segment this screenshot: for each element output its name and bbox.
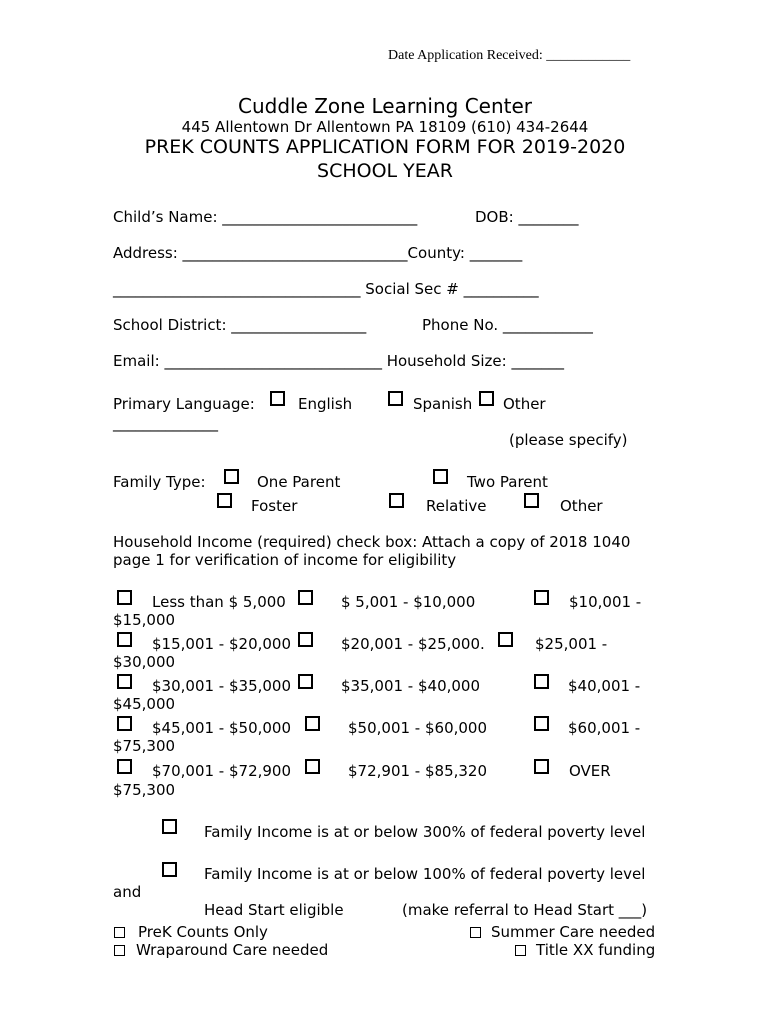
english-checkbox[interactable]	[270, 391, 285, 406]
date-received-label: Date Application Received: ____________	[388, 48, 631, 63]
other-language-blank[interactable]: ______________	[113, 414, 218, 432]
income-option-label: $40,001 -	[568, 677, 641, 695]
form-title-line2: SCHOOL YEAR	[317, 160, 453, 182]
income-option-wrap: $45,000	[113, 695, 176, 713]
childs-name-field[interactable]: Child’s Name: __________________________	[113, 208, 418, 226]
income-option-label: $10,001 -	[569, 593, 642, 611]
income-option-label: $25,001 -	[535, 635, 608, 653]
income-option-label: $15,001 - $20,000	[152, 635, 292, 653]
relative-label: Relative	[426, 497, 487, 515]
income-option-label: $45,001 - $50,000	[152, 719, 292, 737]
prek-only-label: PreK Counts Only	[138, 923, 268, 941]
address-cont-ssn-field[interactable]: _________________________________ Social Sec # __________	[113, 280, 539, 298]
wraparound-checkbox[interactable]	[114, 945, 125, 956]
income-checkbox[interactable]	[117, 674, 132, 689]
income-checkbox[interactable]	[117, 716, 132, 731]
income-option-label: OVER	[569, 762, 611, 780]
income-option-wrap: $75,300	[113, 781, 176, 799]
income-checkbox[interactable]	[534, 759, 549, 774]
income-instructions-line1: Household Income (required) check box: Attach a copy of 2018 1040	[113, 533, 631, 551]
address-county-field[interactable]: Address: ______________________________County: _______	[113, 244, 523, 262]
head-start-referral[interactable]: (make referral to Head Start ___)	[402, 901, 648, 919]
income-option-wrap: $30,000	[113, 653, 176, 671]
other-language-label: Other	[503, 395, 546, 413]
relative-checkbox[interactable]	[389, 493, 404, 508]
income-checkbox[interactable]	[534, 716, 549, 731]
two-parent-checkbox[interactable]	[433, 469, 448, 484]
title-xx-checkbox[interactable]	[515, 945, 526, 956]
foster-checkbox[interactable]	[217, 493, 232, 508]
poverty-100-checkbox[interactable]	[162, 862, 177, 877]
income-instructions-line2: page 1 for verification of income for eligibility	[113, 551, 457, 569]
other-family-checkbox[interactable]	[524, 493, 539, 508]
income-checkbox[interactable]	[117, 759, 132, 774]
income-checkbox[interactable]	[298, 674, 313, 689]
income-option-wrap: $15,000	[113, 611, 176, 629]
poverty-300-checkbox[interactable]	[162, 819, 177, 834]
income-checkbox[interactable]	[305, 716, 320, 731]
spanish-checkbox[interactable]	[388, 391, 403, 406]
other-language-checkbox[interactable]	[479, 391, 494, 406]
foster-label: Foster	[251, 497, 298, 515]
income-option-label: $72,901 - $85,320	[348, 762, 488, 780]
income-option-label: $60,001 -	[568, 719, 641, 737]
one-parent-checkbox[interactable]	[224, 469, 239, 484]
income-checkbox[interactable]	[534, 674, 549, 689]
income-option-label: $70,001 - $72,900	[152, 762, 292, 780]
income-checkbox[interactable]	[305, 759, 320, 774]
spanish-label: Spanish	[413, 395, 473, 413]
family-type-label: Family Type:	[113, 473, 206, 491]
income-option-label: $35,001 - $40,000	[341, 677, 481, 695]
poverty-and-text: and	[113, 883, 142, 901]
income-option-label: Less than $ 5,000	[152, 593, 286, 611]
phone-field[interactable]: Phone No. ____________	[422, 316, 593, 334]
english-label: English	[298, 395, 353, 413]
income-checkbox[interactable]	[534, 590, 549, 605]
form-title-line1: PREK COUNTS APPLICATION FORM FOR 2019-2020	[144, 136, 626, 158]
income-option-label: $ 5,001 - $10,000	[341, 593, 476, 611]
poverty-300-label: Family Income is at or below 300% of federal poverty level	[204, 823, 646, 841]
email-household-field[interactable]: Email: _____________________________ Household Size: _______	[113, 352, 564, 370]
prek-only-checkbox[interactable]	[114, 927, 125, 938]
school-district-field[interactable]: School District: __________________	[113, 316, 367, 334]
income-checkbox[interactable]	[298, 590, 313, 605]
summer-care-checkbox[interactable]	[470, 927, 481, 938]
income-option-wrap: $75,300	[113, 737, 176, 755]
poverty-100-label: Family Income is at or below 100% of federal poverty level	[204, 865, 646, 883]
one-parent-label: One Parent	[257, 473, 341, 491]
center-name: Cuddle Zone Learning Center	[237, 94, 533, 118]
income-option-label: $50,001 - $60,000	[348, 719, 488, 737]
two-parent-label: Two Parent	[467, 473, 548, 491]
please-specify-note: (please specify)	[509, 431, 628, 449]
income-checkbox[interactable]	[498, 632, 513, 647]
summer-care-label: Summer Care needed	[491, 923, 656, 941]
income-checkbox[interactable]	[117, 590, 132, 605]
head-start-label: Head Start eligible	[204, 901, 344, 919]
title-xx-label: Title XX funding	[536, 941, 656, 959]
center-address: 445 Allentown Dr Allentown PA 18109 (610) 434-2644	[181, 118, 589, 136]
income-checkbox[interactable]	[117, 632, 132, 647]
income-checkbox[interactable]	[298, 632, 313, 647]
other-family-label: Other	[560, 497, 603, 515]
income-option-label: $20,001 - $25,000.	[341, 635, 485, 653]
dob-field[interactable]: DOB: ________	[475, 208, 579, 226]
wraparound-label: Wraparound Care needed	[136, 941, 329, 959]
primary-language-label: Primary Language:	[113, 395, 255, 413]
income-option-label: $30,001 - $35,000	[152, 677, 292, 695]
